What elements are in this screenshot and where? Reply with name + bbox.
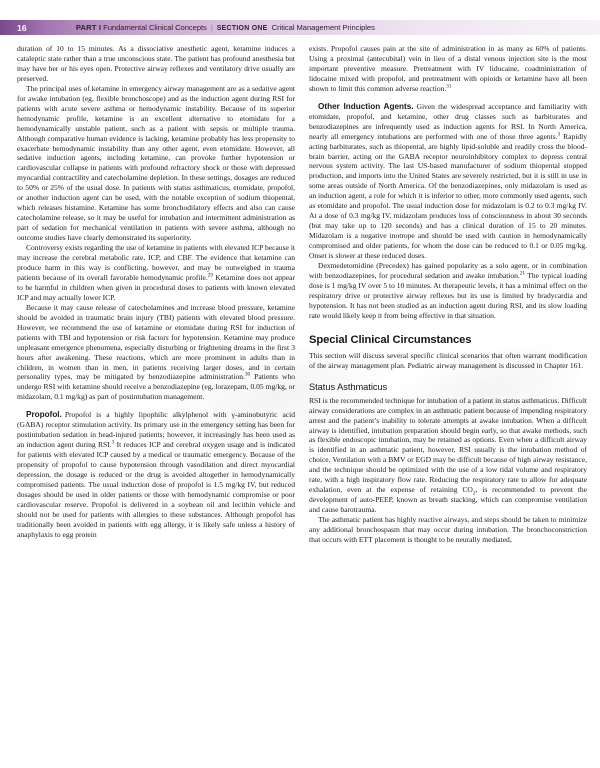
section-title: Critical Management Principles: [271, 23, 375, 32]
paragraph-text: exists. Propofol causes pain at the site of administration in as many as 60% of patients. Using a proximal (antecubital) vein in lieu of a distal venous injection site is the most important preventive measure. Pretreatment with IV lidocaine, coadministration of lidocaine mixed with propofol, and pretreatment with opioids or ketamine have all been shown to limit this common adverse reaction.: [309, 44, 587, 93]
running-head: [0, 20, 600, 35]
heading-special-clinical-circumstances: Special Clinical Circumstances: [309, 333, 472, 346]
paragraph-text: Controversy exists regarding the use of ketamine in patients with elevated ICP because it may increase the cerebral metabolic rate, ICP, and CBF. The evidence that ketamine can produce harm in this way is conflicting, however, and may be outweighed in trauma patients because of its overall favorable hemodynamic profile.: [17, 243, 295, 282]
paragraph-reactive-airways: The asthmatic patient has highly reactive airways, and steps should be taken to minimize any additional bronchospasm that may occur during intubation. The bronchoconstriction that occurs with ETT placement is thought to be neurally mediated,: [309, 515, 587, 544]
paragraph-status-asthmaticus: [309, 396, 587, 515]
right-column: [309, 44, 587, 754]
paragraph-text: Because it may cause release of catecholamines and increase blood pressure, ketamine should be avoided in traumatic brain injury (TBI) patients with elevated blood pressure. However, we recommend the use of ketamine or etomidate during RSI for induction of patients with TBI and hypotension or risk factors for hypotension. Ketamine may produce unpleasant emergence phenomena, especially disturbing or frightening dreams in the first 3 hours after awakening. These reactions, which are more prominent in adults than in children, in women than in men, in patients receiving larger doses, and in certain personality types, may be mitigated by benzodiazepine administration.: [17, 302, 295, 382]
paragraph-propofol: [17, 410, 295, 539]
subscript-two: 2: [472, 490, 476, 497]
paragraph-section-intro: This section will discuss several specific clinical scenarios that often warrant modification of the airway management plan. Pediatric airway management is discussed in Chapter 161.: [309, 350, 587, 370]
reference-marker: 21: [519, 270, 525, 277]
reference-marker: 30: [244, 371, 251, 378]
part-label: PART I: [75, 23, 102, 32]
paragraph-ketamine-icp: [17, 243, 295, 303]
left-column: [17, 44, 295, 754]
paragraph-continuation: duration of 10 to 15 minutes. As a dissociative anesthetic agent, ketamine induces a cataleptic state rather than a true unconscious state. The patient has profound anesthesia but may have her or his eyes open. Protective airway reflexes and ventilatory drive usually are preserved.: [17, 44, 295, 83]
run-in-heading-propofol: Propofol.: [26, 410, 62, 420]
page-body: [17, 44, 587, 754]
page-number: 16: [17, 22, 27, 33]
reference-marker: 31: [446, 83, 452, 90]
reference-marker: 3: [557, 131, 561, 138]
running-head-text: [76, 23, 375, 32]
part-title: Fundamental Clinical Concepts: [103, 23, 207, 32]
paragraph-text: Propofol is a highly lipophilic alkylphenol with γ-aminobutyric acid (GABA) receptor stimulation activity. Its primary use in the emergency setting has been for postintubation sedation in head-injured patients; however, it increasingly has been used as an induction agent during RSI.: [17, 410, 295, 450]
reference-marker: 3: [111, 439, 115, 446]
paragraph-ketamine-uses: The principal uses of ketamine in emergency airway management are as a sedative agent for awake intubation (eg, flexible bronchoscope) and as the induction agent during RSI for patients with acute severe asthma or hemodynamic instability. Because of its superior hemodynamic profile, ketamine is an excellent alternative to etomidate for a hemodynamically unstable patient, such as a patient with sepsis or multiple trauma. Although comparative human evidence is lacking, ketamine probably has less propensity to exacerbate hemodynamic instability than any other agent, even etomidate. However, all sedative induction agents, including ketamine, can provoke further hypotension or cardiovascular collapse in patients with profound refractory shock or those with depressed myocardial contractility and catecholamine depletion. In these settings, dosages are reduced to 50% or 25% of the usual dose. In patients with status asthmaticus, etomidate, propofol, or another induction agent can be used, with the notable exception of sodium thiopental, which releases histamine. Ketamine has some bronchodilatory effects and also can cause catecholamine release, so it may be useful for intubation and intermittent administration as part of sedation for mechanical ventilation in patients with severe asthma, although no outcome studies have clearly demonstrated its superiority.: [17, 83, 295, 243]
paragraph-text-cont: Ketamine does not appear to be harmful in children when given in procedural doses to patients with known elevated ICP and may actually lower ICP.: [17, 272, 295, 302]
paragraph-other-induction-agents: [309, 102, 587, 261]
paragraph-ketamine-tbi: [17, 303, 295, 403]
paragraph-text-cont: The typical loading dose is 1 mg/kg IV over 5 to 10 minutes. At therapeutic levels, it has a minimal effect on the respiratory drive or protective airway reflexes but its use is limited by bradycardia and hypotension. It has not been studied as an induction agent during RSI, and its slow loading rate would likely keep it from being effective in that situation.: [309, 270, 587, 320]
paragraph-text: RSI is the recommended technique for intubation of a patient in status asthmaticus. Difficult airway considerations are complex in an asthmatic patient because of impending respiratory arrest and the patient’s inability to tolerate attempts at awake intubation. When a difficult airway is identified, intubation preparation should begin early, so that awake methods, such as flexible endoscopic intubation, may be retained as options. Even when a difficult airway is identified in an asthmatic patient, however, RSI usually is the intubation method of choice. Ventilation with a BMV or EGD may be difficult because of high airway resistance, and the technique should be optimized with the use of a low tidal volume and respiratory rate, with a high inspiratory flow rate. Reducing the respiratory rate to allow for adequate exhalation, even at the expense of retaining CO: [309, 395, 587, 495]
paragraph-text: Dexmedetomidine (Precedex) has gained popularity as a solo agent, or in combination with benzodiazepines, for procedural sedation and awake intubation.: [309, 261, 587, 280]
paragraph-continuation: [309, 44, 587, 94]
paragraph-text-cont: , is recommended to prevent the development of auto-PEEP, known as breath stacking, which can compromise ventilation and cause barotrauma.: [309, 485, 587, 515]
paragraph-text: Given the widespread acceptance and familiarity with etomidate, propofol, and ketamine, other drug classes such as barbiturates and benzodiazepines are infrequently used as induction agents for RSI. In North America, nearly all emergency intubations are performed with one of those three agents.: [309, 101, 587, 141]
paragraph-dexmedetomidine: [309, 261, 587, 321]
paragraph-text-cont: Rapidly acting barbiturates, such as thiopental, are highly lipid-soluble and readily cross the blood-brain barrier, acting on the GABA receptor neuroinhibitory complex to depress central nervous system activity. The last US-based manufacturer of sodium thiopental stopped production, and imports into the United States are severely restricted, but it is still in use in some areas outside of North America. Of the benzodiazepines, only midazolam is used as an induction agent, a role for which it is inferior to other, more commonly used agents, such as etomidate and propofol. The usual induction dose for midazolam is 0.2 to 0.3 mg/kg IV. At a dose of 0.3 mg/kg IV, midazolam produces loss of consciousness in about 30 seconds (but may take up to 120 seconds) and has a clinical duration of 15 to 20 minutes. Midazolam is a negative inotrope and should be used with caution in hemodynamically compromised and older patients, for whom the dose can be reduced to 0.1 or 0.05 mg/kg. Onset is slower at these reduced doses.: [309, 131, 587, 261]
run-in-heading-other-induction-agents: Other Induction Agents.: [318, 101, 414, 111]
paragraph-text-cont: It reduces ICP and cerebral oxygen usage and is indicated for patients with elevated ICP caused by a medical or traumatic emergency. Because of the propensity of propofol to cause hypotension through vasodilation and direct myocardial depression, the dosage is reduced or the drug is avoided altogether in hemodynamically compromised patients. The usual induction dose of propofol is 1.5 mg/kg IV, but reduced dosages should be used in older patients or those with hemodynamic compromise or poor cardiovascular reserve. Propofol is delivered in a soybean oil and lecithin vehicle and should not be used for patients with allergies to these substances. Although propofol has traditionally been avoided in patients with egg allergy, it is likely safe unless a history of anaphylaxis to egg protein: [17, 440, 296, 539]
running-head-separator: |: [210, 23, 213, 32]
reference-marker: 29: [207, 272, 213, 279]
section-label: SECTION ONE: [216, 25, 268, 32]
heading-status-asthmaticus: Status Asthmaticus: [309, 381, 388, 392]
paragraph-text-cont: Patients who undergo RSI with ketamine should receive a benzodiazepine (eg, lorazepam, 0.05 mg/kg, or midazolam, 0.1 mg/kg) as part of postintubation management.: [17, 372, 295, 402]
